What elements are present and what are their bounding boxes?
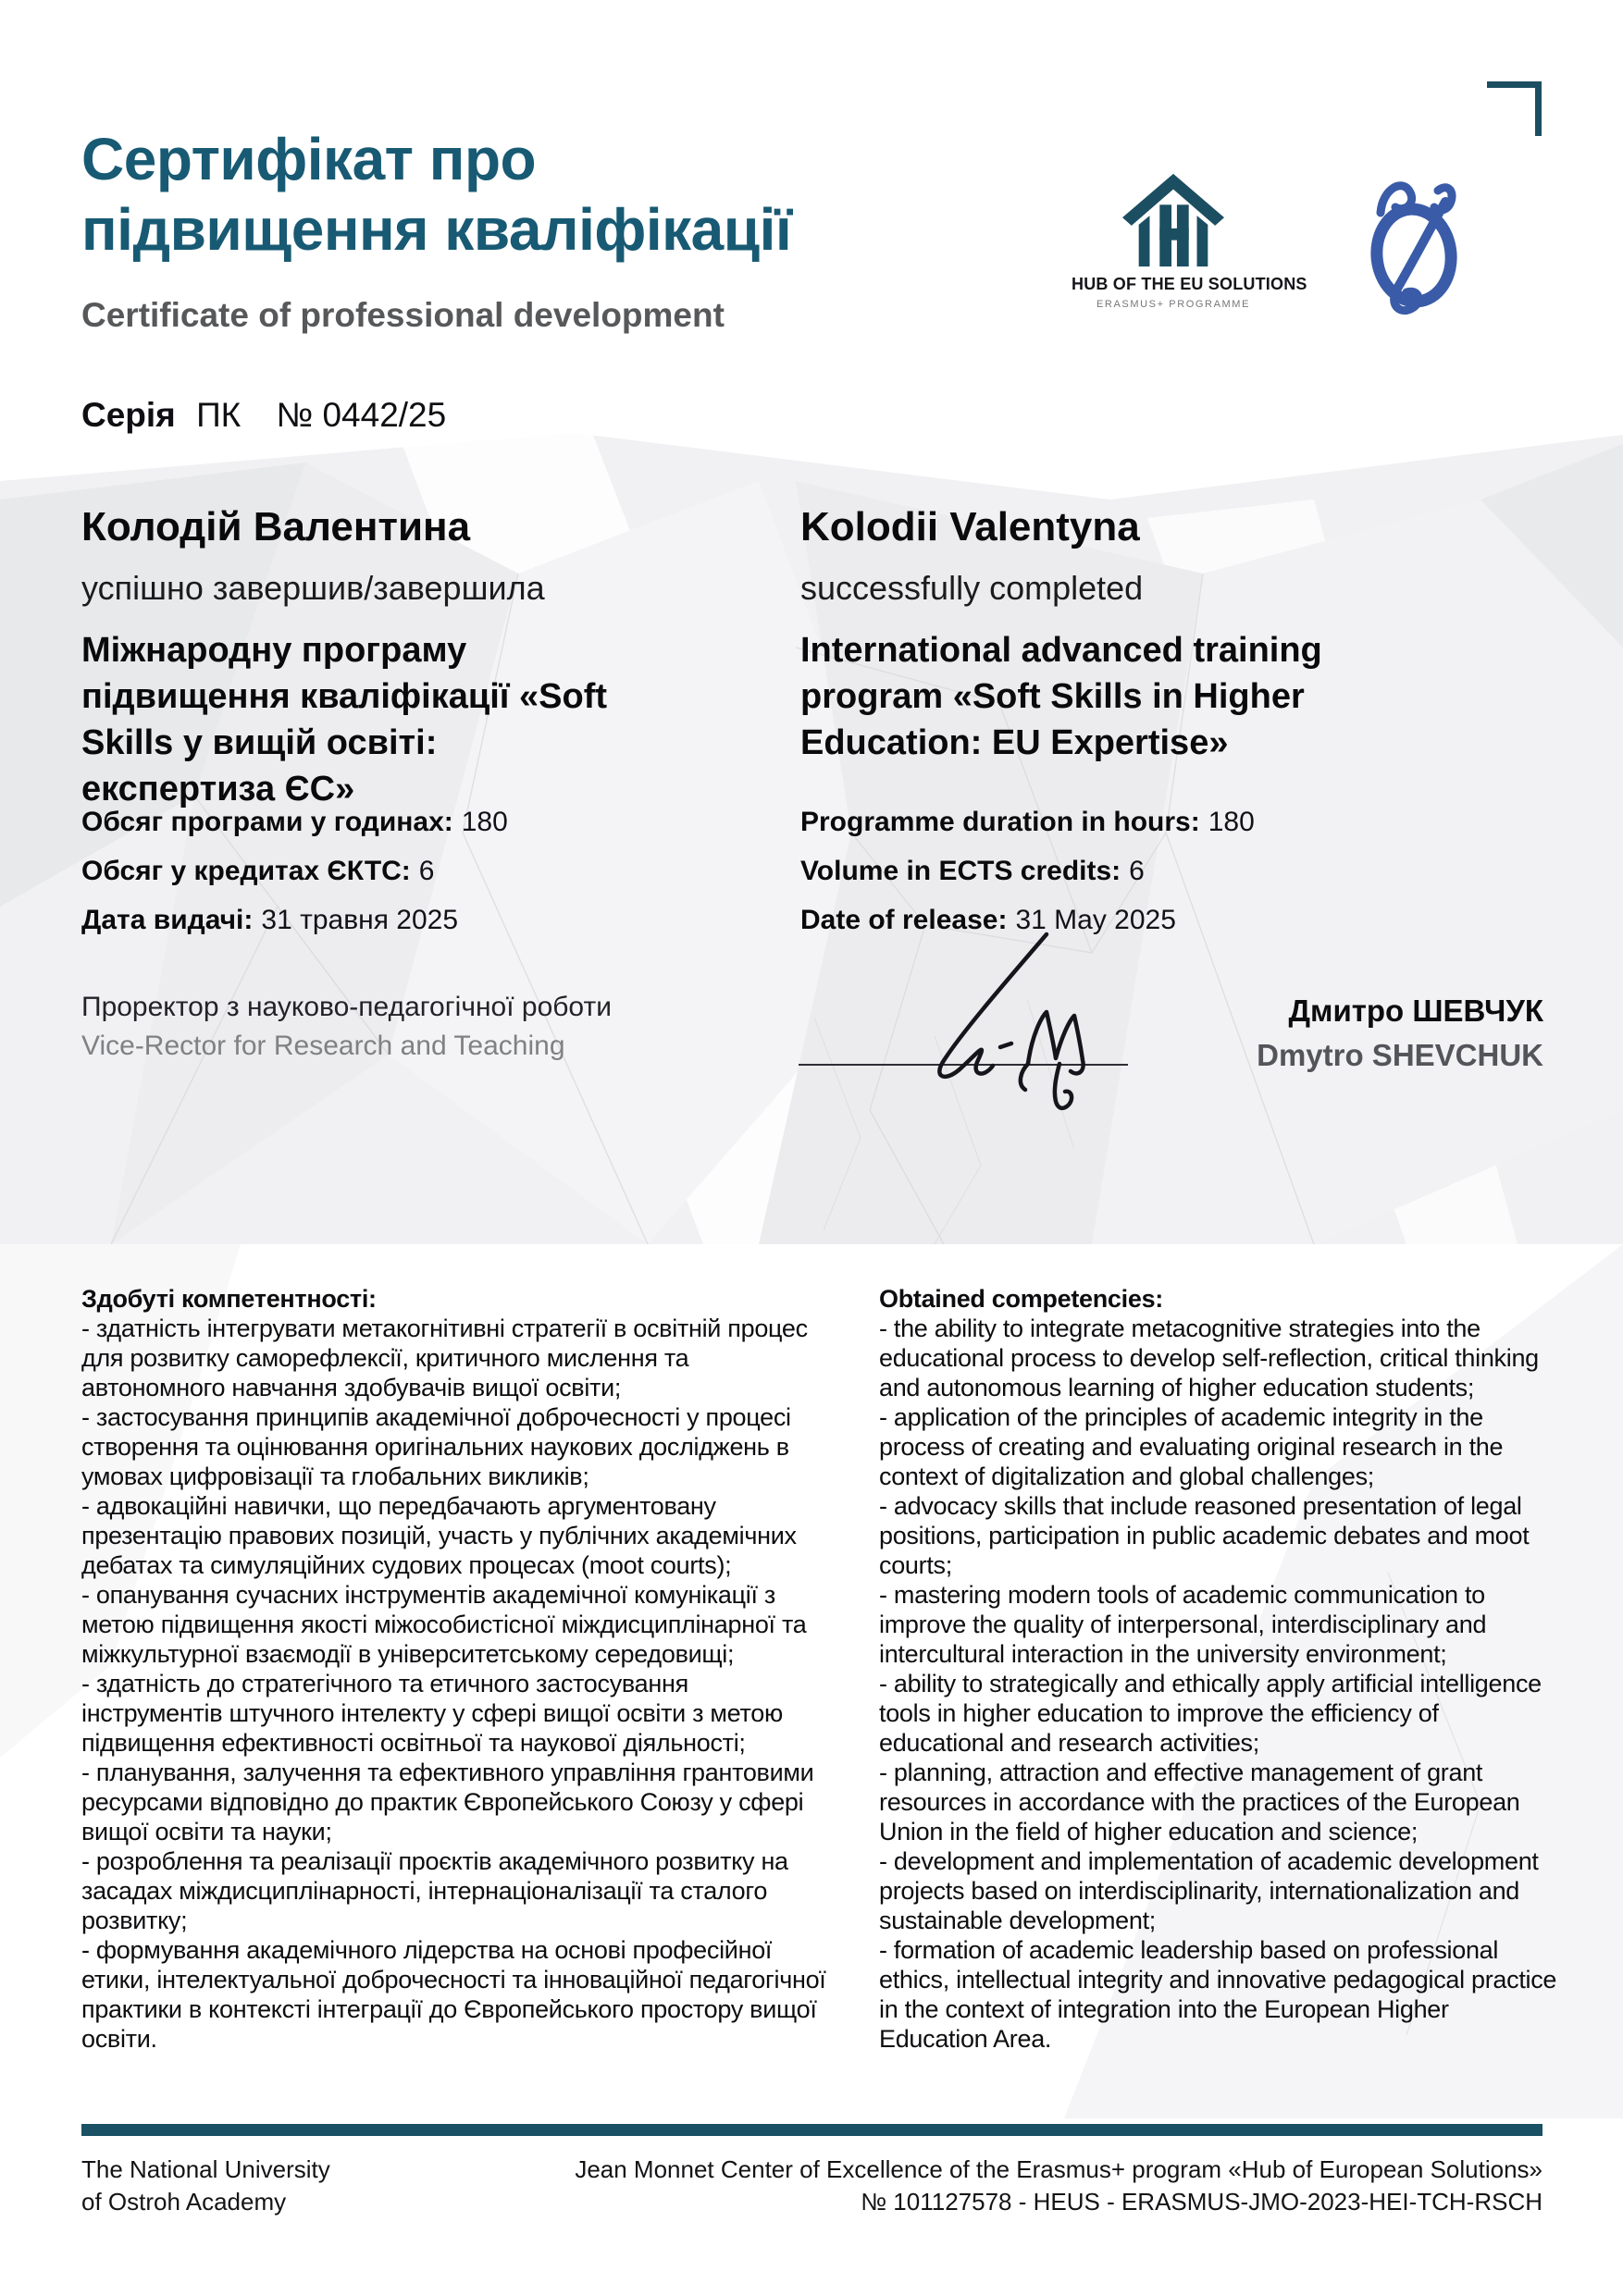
- competency-item: - formation of academic leadership based on professional ethics, intellectual integrity and innovative pedagogical practice in the context of integration into the European Higher Education Area.: [879, 1936, 1557, 2053]
- ostroh-academy-monogram-icon: [1349, 170, 1483, 316]
- competency-item: - planning, attraction and effective management of grant resources in accordance with the practices of the European Union in the field of higher education and science;: [879, 1759, 1520, 1845]
- program-title-en: International advanced training program «Soft Skills in Higher Education: EU Expertise»: [800, 631, 1322, 762]
- detail-row: [81, 905, 508, 936]
- page-title: [81, 124, 791, 265]
- competency-item: - development and implementation of academic development projects based on interdisciplinarity, internationalization and sustainable development;: [879, 1847, 1539, 1934]
- competency-item: - application of the principles of academic integrity in the process of creating and evaluating original research in the context of digitalization and global challenges;: [879, 1403, 1504, 1490]
- hub-logo-subtitle: ERASMUS+ PROGRAMME: [1096, 299, 1250, 310]
- footer-project-line2: № 101127578 - HEUS - ERASMUS-JMO-2023-HEI-TCH-RSCH: [861, 2188, 1542, 2216]
- footer-university-line1: The National University: [81, 2155, 330, 2183]
- competencies-uk: [81, 1284, 833, 2054]
- footer-divider-bar: [81, 2124, 1542, 2136]
- page-title-line1: Сертифікат про: [81, 126, 537, 192]
- signatory-role-uk: Проректор з науково-педагогічної роботи: [81, 992, 612, 1022]
- house-icon: [1119, 170, 1228, 272]
- detail-value: 6: [1129, 856, 1145, 886]
- competency-item: - mastering modern tools of academic communication to improve the quality of interpersonal, interdisciplinary and intercultural interaction in the university environment;: [879, 1581, 1487, 1668]
- competency-item: - розроблення та реалізації проєктів академічного розвитку на засадах міждисциплінарності, інтернаціоналізації та сталого розвитку;: [81, 1847, 788, 1934]
- series-number: № 0442/25: [276, 396, 447, 434]
- series-line: [81, 396, 446, 435]
- competency-item: - застосування принципів академічної доброчесності у процесі створення та оцінювання оригінальних наукових досліджень в умовах цифровізації та глобальних викликів;: [81, 1403, 791, 1490]
- competencies-heading-en: Obtained competencies:: [879, 1285, 1163, 1313]
- hub-logo: [1072, 170, 1307, 310]
- detail-label: Volume in ECTS credits:: [800, 856, 1121, 886]
- recipient-name-en: Kolodii Valentyna: [800, 504, 1140, 549]
- footer-university-line2: of Ostroh Academy: [81, 2188, 287, 2216]
- page-title-line2: підвищення кваліфікації: [81, 196, 792, 263]
- competency-item: - advocacy skills that include reasoned presentation of legal positions, participation in public academic debates and moot courts;: [879, 1492, 1530, 1579]
- competencies-en: [879, 1284, 1559, 2054]
- detail-value: 180: [1208, 807, 1255, 837]
- completed-text-uk: успішно завершив/завершила: [81, 569, 545, 607]
- detail-value: 6: [418, 856, 435, 886]
- signatory-names: [1257, 994, 1543, 1073]
- detail-label: Обсяг у кредитах ЄКТС:: [81, 856, 411, 886]
- competency-item: - адвокаційні навички, що передбачають аргументовану презентацію правових позицій, участь у публічних академічних дебатах та симуляційних судових процесах (moot courts);: [81, 1492, 797, 1579]
- competency-item: - формування академічного лідерства на основі професійної етики, інтелектуальної доброчесності та інноваційної педагогічної практики в контексті інтеграції до Європейського простору вищої освіти.: [81, 1936, 826, 2053]
- detail-row: [800, 856, 1255, 887]
- signatory-role-en: Vice-Rector for Research and Teaching: [81, 1031, 565, 1061]
- detail-row: [81, 807, 508, 838]
- detail-value: 180: [461, 807, 508, 837]
- competency-item: - здатність інтегрувати метакогнітивні стратегії в освітній процес для розвитку саморефлексії, критичного мислення та автономного навчання здобувачів вищої освіти;: [81, 1315, 808, 1401]
- competency-item: - the ability to integrate metacognitive strategies into the educational process to develop self-reflection, critical thinking and autonomous learning of higher education students;: [879, 1315, 1539, 1401]
- footer-project-line1: Jean Monnet Center of Excellence of the Erasmus+ program «Hub of European Solutions»: [575, 2155, 1542, 2183]
- footer-university: [81, 2154, 330, 2218]
- details-uk: [81, 807, 508, 954]
- competencies-list-uk: [81, 1314, 833, 2054]
- corner-bracket-decoration: [1487, 81, 1542, 136]
- recipient-name-uk: Колодій Валентина: [81, 504, 471, 549]
- program-title-uk: Міжнародну програму підвищення кваліфікації «Soft Skills у вищій освіті: експертиза ЄС»: [81, 631, 608, 809]
- detail-row: [81, 856, 508, 887]
- detail-label: Programme duration in hours:: [800, 807, 1200, 837]
- competencies-list-en: [879, 1314, 1559, 2054]
- series-code: ПК: [196, 396, 242, 434]
- detail-label: Дата видачі:: [81, 905, 254, 935]
- competency-item: - опанування сучасних інструментів академічної комунікації з метою підвищення якості міжособистісної міждисциплінарної та міжкультурної взаємодії в університетському середовищі;: [81, 1581, 807, 1668]
- signatory-name-uk: Дмитро ШЕВЧУК: [1288, 994, 1543, 1028]
- signatory-name-en: Dmytro SHEVCHUK: [1257, 1038, 1543, 1072]
- competency-item: - здатність до стратегічного та етичного застосування інструментів штучного інтелекту у сфері вищої освіти з метою підвищення ефективності освітньої та наукової діяльності;: [81, 1670, 783, 1757]
- series-label: Серія: [81, 396, 176, 434]
- detail-label: Обсяг програми у годинах:: [81, 807, 453, 837]
- competency-item: - ability to strategically and ethically apply artificial intelligence tools in higher education to improve the efficiency of educational and research activities;: [879, 1670, 1542, 1757]
- detail-row: [800, 807, 1255, 838]
- detail-value: 31 травня 2025: [261, 905, 459, 935]
- hub-logo-title: HUB OF THE EU SOLUTIONS: [1072, 275, 1307, 293]
- competencies-heading-uk: Здобуті компетентності:: [81, 1285, 377, 1313]
- completed-text-en: successfully completed: [800, 569, 1144, 607]
- footer-project: [575, 2154, 1542, 2218]
- detail-label: Date of release:: [800, 905, 1008, 935]
- page-subtitle-en: Certificate of professional development: [81, 296, 725, 334]
- handwritten-signature: [865, 925, 1124, 1119]
- competency-item: - планування, залучення та ефективного управління грантовими ресурсами відповідно до практик Європейського Союзу у сфері вищої освіти та науки;: [81, 1759, 814, 1845]
- detail-value: 31 May 2025: [1015, 905, 1176, 935]
